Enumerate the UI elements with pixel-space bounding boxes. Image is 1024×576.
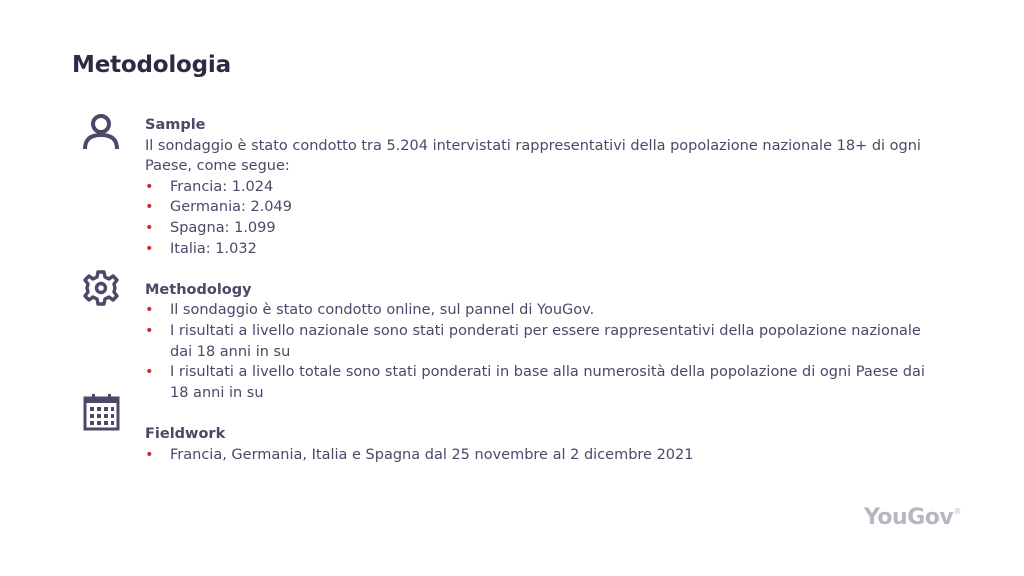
bullet-icon: • (145, 178, 154, 195)
fieldwork-list (145, 445, 945, 466)
calendar-icon (82, 392, 122, 432)
list-item: • Spagna: 1.099 (145, 218, 945, 239)
methodology-heading: Methodology (145, 281, 252, 298)
list-item: • Francia, Germania, Italia e Spagna dal 25 novembre al 2 dicembre 2021 (145, 445, 945, 466)
list-item: • Italia: 1.032 (145, 239, 945, 260)
sample-list (145, 177, 945, 259)
list-item: • I risultati a livello nazionale sono stati ponderati per essere rappresentativi della popolazione nazionale dai 18 anni in su (145, 322, 921, 360)
list-item: • I risultati a livello totale sono stati ponderati in base alla numerosità della popolazione di ogni Paese dai 18 anni in su (145, 364, 925, 401)
methodology-list (145, 300, 945, 403)
registered-mark: ® (953, 507, 961, 516)
bullet-icon: • (145, 219, 154, 236)
sample-intro: Il sondaggio è stato condotto tra 5.204 intervistati rappresentativi della popolazione nazionale 18+ di ogni Paese, come segue: (145, 137, 921, 175)
list-item: • Germania: 2.049 (145, 197, 945, 218)
list-item: • Il sondaggio è stato condotto online, sul pannel di YouGov. (145, 300, 945, 321)
bullet-icon: • (145, 302, 154, 319)
bullet-icon: • (145, 364, 154, 381)
page-title: Metodologia (72, 52, 231, 78)
bullet-icon: • (145, 240, 154, 257)
bullet-icon: • (145, 199, 154, 216)
bullet-icon: • (145, 446, 154, 463)
sample-heading: Sample (145, 117, 206, 133)
fieldwork-heading: Fieldwork (145, 425, 226, 442)
gear-icon (82, 268, 122, 308)
yougov-logo: YouGov® (864, 505, 961, 530)
methodology-content (145, 115, 945, 465)
bullet-icon: • (145, 322, 154, 339)
person-icon (82, 112, 122, 152)
list-item: • Francia: 1.024 (145, 177, 945, 198)
